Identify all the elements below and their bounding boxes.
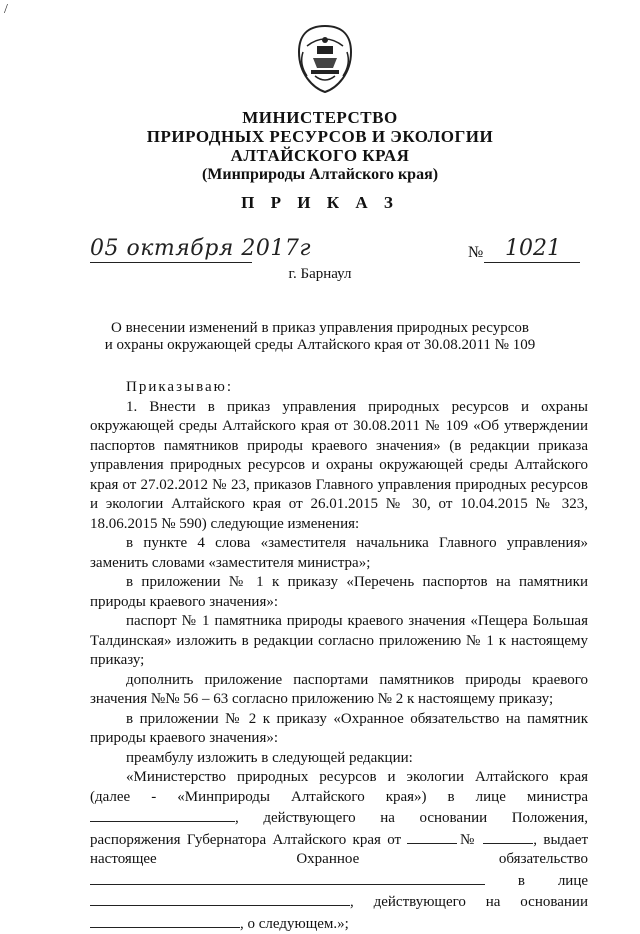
subject-line-2: и охраны окружающей среды Алтайского края от 30.08.2011 № 109: [104, 337, 536, 353]
preamble-part-a: «Министерство природных ресурсов и экологии Алтайского края (далее - «Минприроды Алтайского края») в лице министра: [90, 769, 588, 805]
preamble-part-e: в: [517, 872, 525, 889]
blank-basis-document: [90, 913, 240, 928]
header-line-ministry: МИНИСТЕРСТВО: [242, 108, 398, 127]
city: г. Барнаул: [288, 266, 352, 282]
subject-line-1: О внесении изменений в приказ управления природных ресурсов: [110, 320, 529, 336]
margin-mark: /: [4, 2, 8, 17]
paragraph-4: паспорт № 1 памятника природы краевого значения «Пещера Большая Талдинская» изложить в редакции согласно приложению № 1 к настоящему приказу;: [90, 613, 588, 668]
order-word: Приказываю:: [126, 379, 233, 395]
order-body: [90, 378, 588, 934]
handwritten-number: 1021: [505, 236, 561, 261]
coat-of-arms-emblem: [293, 22, 357, 96]
header-line-short-name: (Минприроды Алтайского края): [201, 166, 439, 183]
paragraph-6: в приложении № 2 к приказу «Охранное обязательство на памятник природы краевого значения»:: [90, 710, 588, 746]
preamble-part-g: , действующего на основании: [350, 894, 588, 910]
document-type-title: П Р И К А З: [241, 193, 399, 212]
handwritten-date: 05 октября 2017г: [90, 236, 311, 261]
ministry-header: [0, 108, 640, 184]
paragraph-7: преамбулу изложить в следующей редакции:: [126, 749, 413, 766]
order-subject: [0, 320, 640, 354]
number-label: №: [468, 244, 484, 261]
paragraph-5: дополнить приложение паспортами памятников природы краевого значения №№ 56 – 63 согласно приложению № 2 к настоящему приказу;: [90, 671, 588, 707]
blank-obligation-recipient: [90, 870, 485, 885]
preamble-part-h: , о следующем.»;: [240, 915, 349, 932]
header-line-region: АЛТАЙСКОГО КРАЯ: [230, 146, 410, 165]
preamble-part-b: действующего на основании Положения, распоряжения Губернатора Алтайского края от: [90, 810, 588, 848]
blank-minister-name: [90, 807, 235, 822]
blank-representative: [90, 891, 350, 906]
preamble-part-f: лице: [557, 872, 589, 889]
blank-order-number: [483, 829, 533, 844]
number-underline: [484, 262, 580, 263]
preamble-part-d: , выдает настоящее Охранное обязательство: [90, 831, 589, 867]
paragraph-1: 1. Внести в приказ управления природных ресурсов и охраны окружающей среды Алтайского края от 30.08.2011 № 109 «Об утверждении паспортов памятников природы краевого значения» (в редакции приказа управления природных ресурсов и охраны окружающей среды Алтайского края от 27.02.2012 № 23, приказов Главного управления природных ресурсов и экологии Алтайского края от 26.01.2015 № 30, от 10.04.2015 № 323, 18.06.2015 № 590) следующие изменения:: [90, 398, 588, 532]
date-underline: [90, 262, 252, 263]
blank-order-date: [407, 829, 457, 844]
preamble-part-c: №: [457, 831, 477, 848]
paragraph-8-preamble: «Министерство природных ресурсов и экологии Алтайского края (далее - «Минприроды Алтайского края») в лице министра , действующего на основании Положения, распоряжения Губернатора Алтайского края от № , выдает настоящее Охранное обязательство в лице , действующего на основании , о следующем.»;: [90, 769, 589, 932]
header-line-resources: ПРИРОДНЫХ РЕСУРСОВ И ЭКОЛОГИИ: [146, 127, 494, 146]
paragraph-3: в приложении № 1 к приказу «Перечень паспортов на памятники природы краевого значения»:: [90, 574, 588, 610]
paragraph-2: в пункте 4 слова «заместителя начальника Главного управления» заменить словами «заместителя министра»;: [90, 535, 588, 571]
